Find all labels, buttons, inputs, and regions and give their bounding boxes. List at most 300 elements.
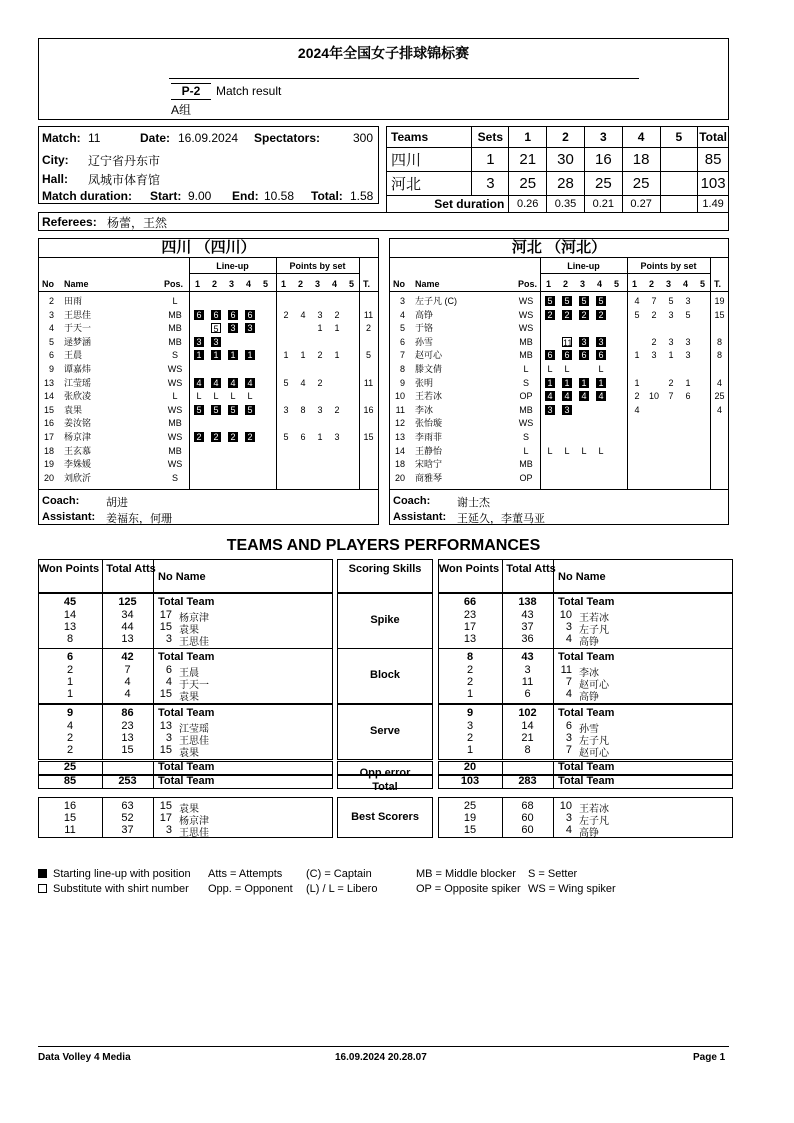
col-total-header: T.	[363, 279, 371, 289]
player-name: 高铮	[579, 637, 599, 648]
grid-line	[276, 258, 277, 489]
player-number: 10	[559, 609, 572, 621]
won-points: 2	[466, 664, 474, 676]
grid-line	[153, 775, 154, 789]
team-label: Total Team	[558, 596, 615, 608]
player-number: 2	[48, 296, 54, 306]
score-header-set: 2	[547, 127, 585, 148]
lineup-set-header: 3	[229, 279, 235, 289]
won-points: 66	[463, 596, 477, 608]
lineup-cell: L	[581, 445, 587, 456]
player-name: 李雨菲	[415, 432, 443, 442]
player-name: 王若冰	[579, 613, 609, 624]
grid-line	[153, 704, 154, 760]
player-number: 3	[565, 732, 572, 744]
player-position: S	[171, 472, 178, 483]
points-cell: 2	[634, 391, 640, 402]
total-duration: 1.58	[350, 189, 374, 203]
player-total: 8	[716, 336, 722, 347]
col-name-header: Name	[64, 279, 89, 289]
city-value: 辽宁省丹东市	[88, 154, 161, 168]
player-number: 4	[165, 676, 172, 688]
player-number: 7	[565, 744, 572, 756]
lineup-cell: 4	[245, 378, 255, 388]
grid-line	[553, 775, 554, 789]
won-points: 15	[463, 824, 477, 836]
score-total: 85	[698, 148, 729, 172]
legend	[38, 868, 729, 900]
won-points: 6	[66, 651, 74, 663]
perf-header: No Name	[158, 571, 206, 583]
total-atts: 253	[118, 775, 137, 787]
points-set-header: 2	[298, 279, 304, 289]
points-cell: 8	[300, 404, 306, 415]
end-label: End:	[232, 189, 259, 203]
lineup-cell: 5	[596, 296, 606, 306]
grid-line	[553, 648, 554, 704]
player-number: 18	[43, 445, 54, 456]
score-set	[660, 148, 698, 172]
lineup-cell: 6	[245, 310, 255, 320]
player-number: 6	[399, 336, 405, 347]
lineup-cell: 4	[194, 378, 204, 388]
player-number: 6	[48, 350, 54, 361]
points-cell: 6	[685, 391, 691, 402]
grid-line	[390, 489, 728, 490]
points-cell: 3	[317, 404, 323, 415]
player-number: 11	[395, 404, 405, 415]
footer-rule	[38, 1046, 729, 1047]
player-name: 王晨	[64, 350, 83, 361]
score-header-total: Total	[698, 127, 729, 148]
grid-line	[502, 761, 503, 775]
assistant-names: 王延久，李董马亚	[457, 513, 545, 525]
total-atts: 6	[524, 688, 531, 700]
player-number: 9	[399, 377, 405, 388]
total-atts: 60	[521, 824, 534, 836]
legend-item: Opp. = Opponent	[208, 883, 293, 895]
header-box	[38, 38, 729, 120]
total-label: Total:	[311, 189, 343, 203]
player-position: S	[522, 432, 529, 442]
grid-line	[39, 489, 378, 490]
points-cell: 2	[651, 336, 657, 347]
points-cell: 7	[668, 391, 674, 402]
lineup-cell: 6	[228, 310, 238, 320]
player-name: 孙雪	[579, 724, 599, 735]
lineup-cell: 2	[245, 432, 255, 442]
points-cell: 3	[668, 336, 674, 347]
score-set: 25	[584, 172, 622, 196]
player-number: 4	[565, 688, 572, 700]
score-set	[660, 172, 698, 196]
player-name: 滕文倩	[415, 364, 443, 374]
player-name: 王思佳	[179, 828, 209, 839]
lineup-cell: 4	[228, 378, 238, 388]
player-number: 20	[394, 472, 405, 483]
player-number: 17	[159, 812, 172, 824]
skill-name: Block	[370, 669, 400, 681]
skill-name: Total	[372, 781, 398, 793]
points-cell: 3	[334, 432, 340, 442]
total-atts: 52	[121, 812, 134, 824]
lineup-cell: 4	[562, 391, 572, 401]
legend-item: Substitute with shirt number	[53, 883, 189, 895]
points-cell: 4	[634, 296, 640, 306]
lineup-cell: 5	[228, 405, 238, 415]
player-position: MB	[168, 323, 182, 334]
title-rule	[169, 78, 639, 79]
player-position: L	[523, 364, 529, 374]
won-points: 2	[66, 744, 74, 756]
total-atts: 3	[524, 664, 531, 676]
score-set: 28	[547, 172, 585, 196]
start-value: 9.00	[188, 189, 212, 203]
lineup-cell: 5	[211, 323, 221, 333]
total-atts: 125	[118, 596, 137, 608]
player-name: 袁果	[179, 625, 199, 636]
footer-left: Data Volley 4 Media	[38, 1052, 131, 1063]
player-number: 20	[43, 472, 54, 483]
player-number: 7	[399, 350, 405, 361]
legend-item: Starting line-up with position	[53, 868, 191, 880]
player-name: 左子凡	[579, 736, 609, 747]
lineup-cell: L	[213, 391, 219, 402]
points-cell: 1	[334, 323, 340, 334]
total-atts: 13	[121, 732, 134, 744]
player-name: 高铮	[579, 692, 599, 703]
coach-name: 谢士杰	[457, 497, 490, 509]
team-label: Total Team	[158, 775, 215, 787]
score-team-name: 河北	[387, 172, 472, 196]
total-atts: 4	[124, 676, 131, 688]
player-name: 赵可心	[579, 748, 609, 759]
doc-code-box: P-2	[171, 83, 211, 100]
points-cell: 3	[283, 404, 289, 415]
set-duration: 0.27	[622, 196, 660, 213]
score-table-wrap	[386, 126, 729, 213]
lineup-cell: 5	[545, 296, 555, 306]
perf-header: Total Atts	[506, 563, 556, 575]
player-position: WS	[167, 432, 183, 442]
player-position: WS	[167, 377, 183, 388]
lineup-set-header: 3	[580, 279, 586, 289]
player-total: 11	[363, 377, 374, 388]
player-number: 4	[565, 633, 572, 645]
city-label: City:	[42, 153, 69, 167]
player-position: WS	[518, 323, 534, 334]
score-header-teams: Teams	[387, 127, 472, 148]
lineup-cell: 3	[562, 405, 572, 415]
player-number: 10	[559, 800, 572, 812]
total-set-duration: 1.49	[698, 196, 729, 213]
perf-header: No Name	[558, 571, 606, 583]
player-name: 袁果	[179, 804, 199, 815]
lineup-cell: 3	[228, 323, 238, 333]
lineup-cell: 3	[211, 337, 221, 347]
won-points: 2	[66, 732, 74, 744]
score-header-set: 3	[584, 127, 622, 148]
assistant-label: Assistant:	[42, 511, 96, 523]
col-name-header: Name	[415, 279, 440, 289]
perf-header: Won Points	[38, 563, 100, 575]
player-name: 袁果	[179, 692, 199, 703]
points-cell: 1	[634, 377, 640, 388]
player-number: 3	[399, 296, 405, 306]
total-atts: 34	[121, 609, 134, 621]
start-label: Start:	[150, 189, 182, 203]
lineup-cell: 5	[245, 405, 255, 415]
grid-line	[553, 593, 554, 649]
lineup-cell: 6	[211, 310, 221, 320]
points-cell: 3	[651, 350, 657, 361]
score-table	[386, 126, 729, 213]
score-header-set: 1	[509, 127, 547, 148]
match-date: 16.09.2024	[178, 131, 239, 145]
player-name: 姜汝铭	[64, 418, 92, 429]
points-set-header: 5	[349, 279, 355, 289]
lineup-cell: 6	[194, 310, 204, 320]
match-label: Match:	[42, 131, 81, 145]
player-number: 3	[565, 812, 572, 824]
legend-item: OP = Opposite spiker	[416, 883, 521, 895]
lineup-cell: 3	[545, 405, 555, 415]
total-atts: 37	[121, 824, 134, 836]
player-position: MB	[168, 445, 182, 456]
footer-center: 16.09.2024 20.28.07	[335, 1052, 427, 1063]
performance-title: TEAMS AND PLAYERS PERFORMANCES	[226, 537, 541, 554]
points-cell: 2	[651, 309, 657, 320]
lineup-cell: L	[547, 364, 553, 374]
points-cell: 1	[283, 350, 289, 361]
points-cell: 5	[685, 309, 691, 320]
won-points: 23	[463, 609, 477, 621]
points-cell: 3	[668, 309, 674, 320]
lineup-cell: 3	[579, 337, 589, 347]
perf-header: Won Points	[438, 563, 500, 575]
player-total: 19	[714, 296, 725, 306]
points-set-header: 1	[281, 279, 287, 289]
player-name: 逯梦涵	[64, 336, 92, 347]
lineup-cell: 3	[194, 337, 204, 347]
score-set: 16	[584, 148, 622, 172]
lineup-cell: 6	[596, 350, 606, 360]
won-points: 8	[466, 651, 474, 663]
grid-line	[153, 797, 154, 838]
player-name: 宋晗宁	[415, 459, 443, 470]
score-header-sets: Sets	[472, 127, 509, 148]
lineup-set-header: 5	[263, 279, 269, 289]
player-number: 8	[399, 364, 405, 374]
lineup-cell: L	[547, 445, 553, 456]
lineup-set-header: 4	[597, 279, 603, 289]
player-name: 左子凡	[579, 816, 609, 827]
lineup-set-header: 5	[614, 279, 620, 289]
won-points: 2	[466, 732, 474, 744]
won-points: 25	[63, 761, 77, 773]
lineup-cell: 1	[562, 378, 572, 388]
lineup-cell: L	[564, 445, 570, 456]
player-total: 11	[363, 309, 374, 320]
total-atts: 23	[121, 720, 134, 732]
grid-line	[540, 273, 710, 274]
player-name: 左子凡 (C)	[415, 296, 457, 306]
points-cell: 3	[685, 336, 691, 347]
player-total: 25	[714, 391, 725, 402]
col-no-header: No	[42, 279, 54, 289]
won-points: 19	[463, 812, 477, 824]
team-label: Total Team	[158, 707, 215, 719]
player-name: 刘欣沂	[64, 472, 92, 483]
group-label: A组	[171, 103, 192, 117]
total-atts: 15	[121, 744, 134, 756]
points-cell: 2	[317, 377, 323, 388]
lineup-cell: L	[196, 391, 202, 402]
lineup-cell: 6	[545, 350, 555, 360]
lineup-cell: L	[598, 445, 604, 456]
lineup-cell: L	[564, 364, 570, 374]
col-pos-header: Pos.	[164, 279, 184, 289]
lineup-cell: 4	[545, 391, 555, 401]
player-position: L	[523, 445, 529, 456]
player-name: 江莹瑶	[179, 724, 209, 735]
legend-item: (C) = Captain	[306, 868, 372, 880]
end-value: 10.58	[264, 189, 295, 203]
col-pos-header: Pos.	[518, 279, 538, 289]
lineup-cell: 5	[194, 405, 204, 415]
player-name: 李姝媛	[64, 459, 92, 470]
player-name: 王晨	[179, 668, 199, 679]
player-name: 于天一	[179, 680, 209, 691]
player-position: WS	[518, 418, 534, 429]
player-name: 王思佳	[179, 637, 209, 648]
player-name: 张欣凌	[64, 391, 92, 402]
player-name: 王思佳	[179, 736, 209, 747]
won-points: 1	[466, 688, 474, 700]
starting-lineup-symbol	[38, 869, 47, 878]
lineup-cell: 5	[579, 296, 589, 306]
grid-line	[627, 258, 628, 489]
lineup-cell: 11	[563, 337, 573, 348]
skill-name: Serve	[370, 725, 400, 737]
lineup-set-header: 1	[546, 279, 552, 289]
player-number: 15	[159, 744, 172, 756]
total-atts: 13	[121, 633, 134, 645]
points-set-header: 3	[315, 279, 321, 289]
won-points: 2	[466, 676, 474, 688]
lineup-cell: 4	[579, 391, 589, 401]
lineup-cell: 6	[579, 350, 589, 360]
lineup-set-header: 4	[246, 279, 252, 289]
won-points: 45	[63, 596, 77, 608]
points-cell: 1	[300, 350, 306, 361]
player-name: 王若冰	[579, 804, 609, 815]
points-cell: 3	[317, 309, 323, 320]
player-number: 17	[43, 432, 54, 442]
points-cell: 3	[685, 350, 691, 361]
player-position: MB	[519, 404, 533, 415]
team-title: 河北 （河北）	[390, 239, 728, 258]
player-number: 12	[394, 418, 405, 429]
lineup-cell: 5	[211, 405, 221, 415]
won-points: 8	[66, 633, 74, 645]
player-position: MB	[519, 336, 533, 347]
score-header-set: 5	[660, 127, 698, 148]
player-number: 3	[165, 633, 172, 645]
player-name: 赵可心	[579, 680, 609, 691]
player-number: 3	[48, 309, 54, 320]
points-cell: 2	[334, 309, 340, 320]
score-set: 25	[509, 172, 547, 196]
player-number: 19	[43, 459, 54, 470]
skill-name: Spike	[370, 614, 400, 626]
score-total: 103	[698, 172, 729, 196]
lineup-cell: 3	[245, 323, 255, 333]
player-number: 4	[48, 323, 54, 334]
grid-line	[553, 704, 554, 760]
player-position: MB	[168, 418, 182, 429]
spectators-label: Spectators:	[254, 131, 321, 145]
total-atts: 63	[121, 800, 134, 812]
grid-line	[102, 559, 103, 593]
referees-label: Referees:	[42, 215, 97, 229]
player-name: 田雨	[64, 296, 83, 306]
team-label: Total Team	[158, 596, 215, 608]
grid-line	[39, 291, 378, 292]
match-info-box	[38, 126, 379, 204]
player-total: 15	[714, 309, 725, 320]
player-number: 5	[48, 336, 54, 347]
points-cell: 7	[651, 296, 657, 306]
lineup-set-header: 2	[212, 279, 218, 289]
date-label: Date:	[140, 131, 171, 145]
points-cell: 2	[317, 350, 323, 361]
player-number: 18	[394, 459, 405, 470]
points-cell: 5	[283, 432, 289, 442]
grid-line	[189, 273, 359, 274]
match-number: 11	[88, 131, 101, 145]
player-name: 于铬	[415, 323, 434, 334]
player-position: WS	[167, 364, 183, 374]
coach-label: Coach:	[42, 495, 80, 507]
col-no-header: No	[393, 279, 405, 289]
lineup-header: Line-up	[216, 261, 249, 271]
team-label: Total Team	[158, 761, 215, 773]
player-total: 5	[365, 350, 371, 361]
points-cell: 1	[634, 350, 640, 361]
team-label: Total Team	[558, 651, 615, 663]
lineup-cell: 1	[596, 378, 606, 388]
referees-box	[38, 212, 729, 231]
team-label: Total Team	[158, 651, 215, 663]
score-set: 25	[622, 172, 660, 196]
total-atts: 44	[121, 621, 134, 633]
won-points: 20	[463, 761, 477, 773]
points-set-header: 1	[632, 279, 638, 289]
player-name: 杨京津	[179, 816, 209, 827]
lineup-cell: L	[247, 391, 253, 402]
won-points: 13	[463, 633, 477, 645]
points-header: Points by set	[289, 261, 346, 271]
won-points: 4	[66, 720, 74, 732]
player-total: 2	[365, 323, 371, 334]
player-total: 4	[716, 404, 722, 415]
player-position: L	[172, 391, 178, 402]
total-atts: 102	[518, 707, 537, 719]
player-number: 3	[165, 824, 172, 836]
points-set-header: 4	[332, 279, 338, 289]
grid-line	[153, 593, 154, 649]
